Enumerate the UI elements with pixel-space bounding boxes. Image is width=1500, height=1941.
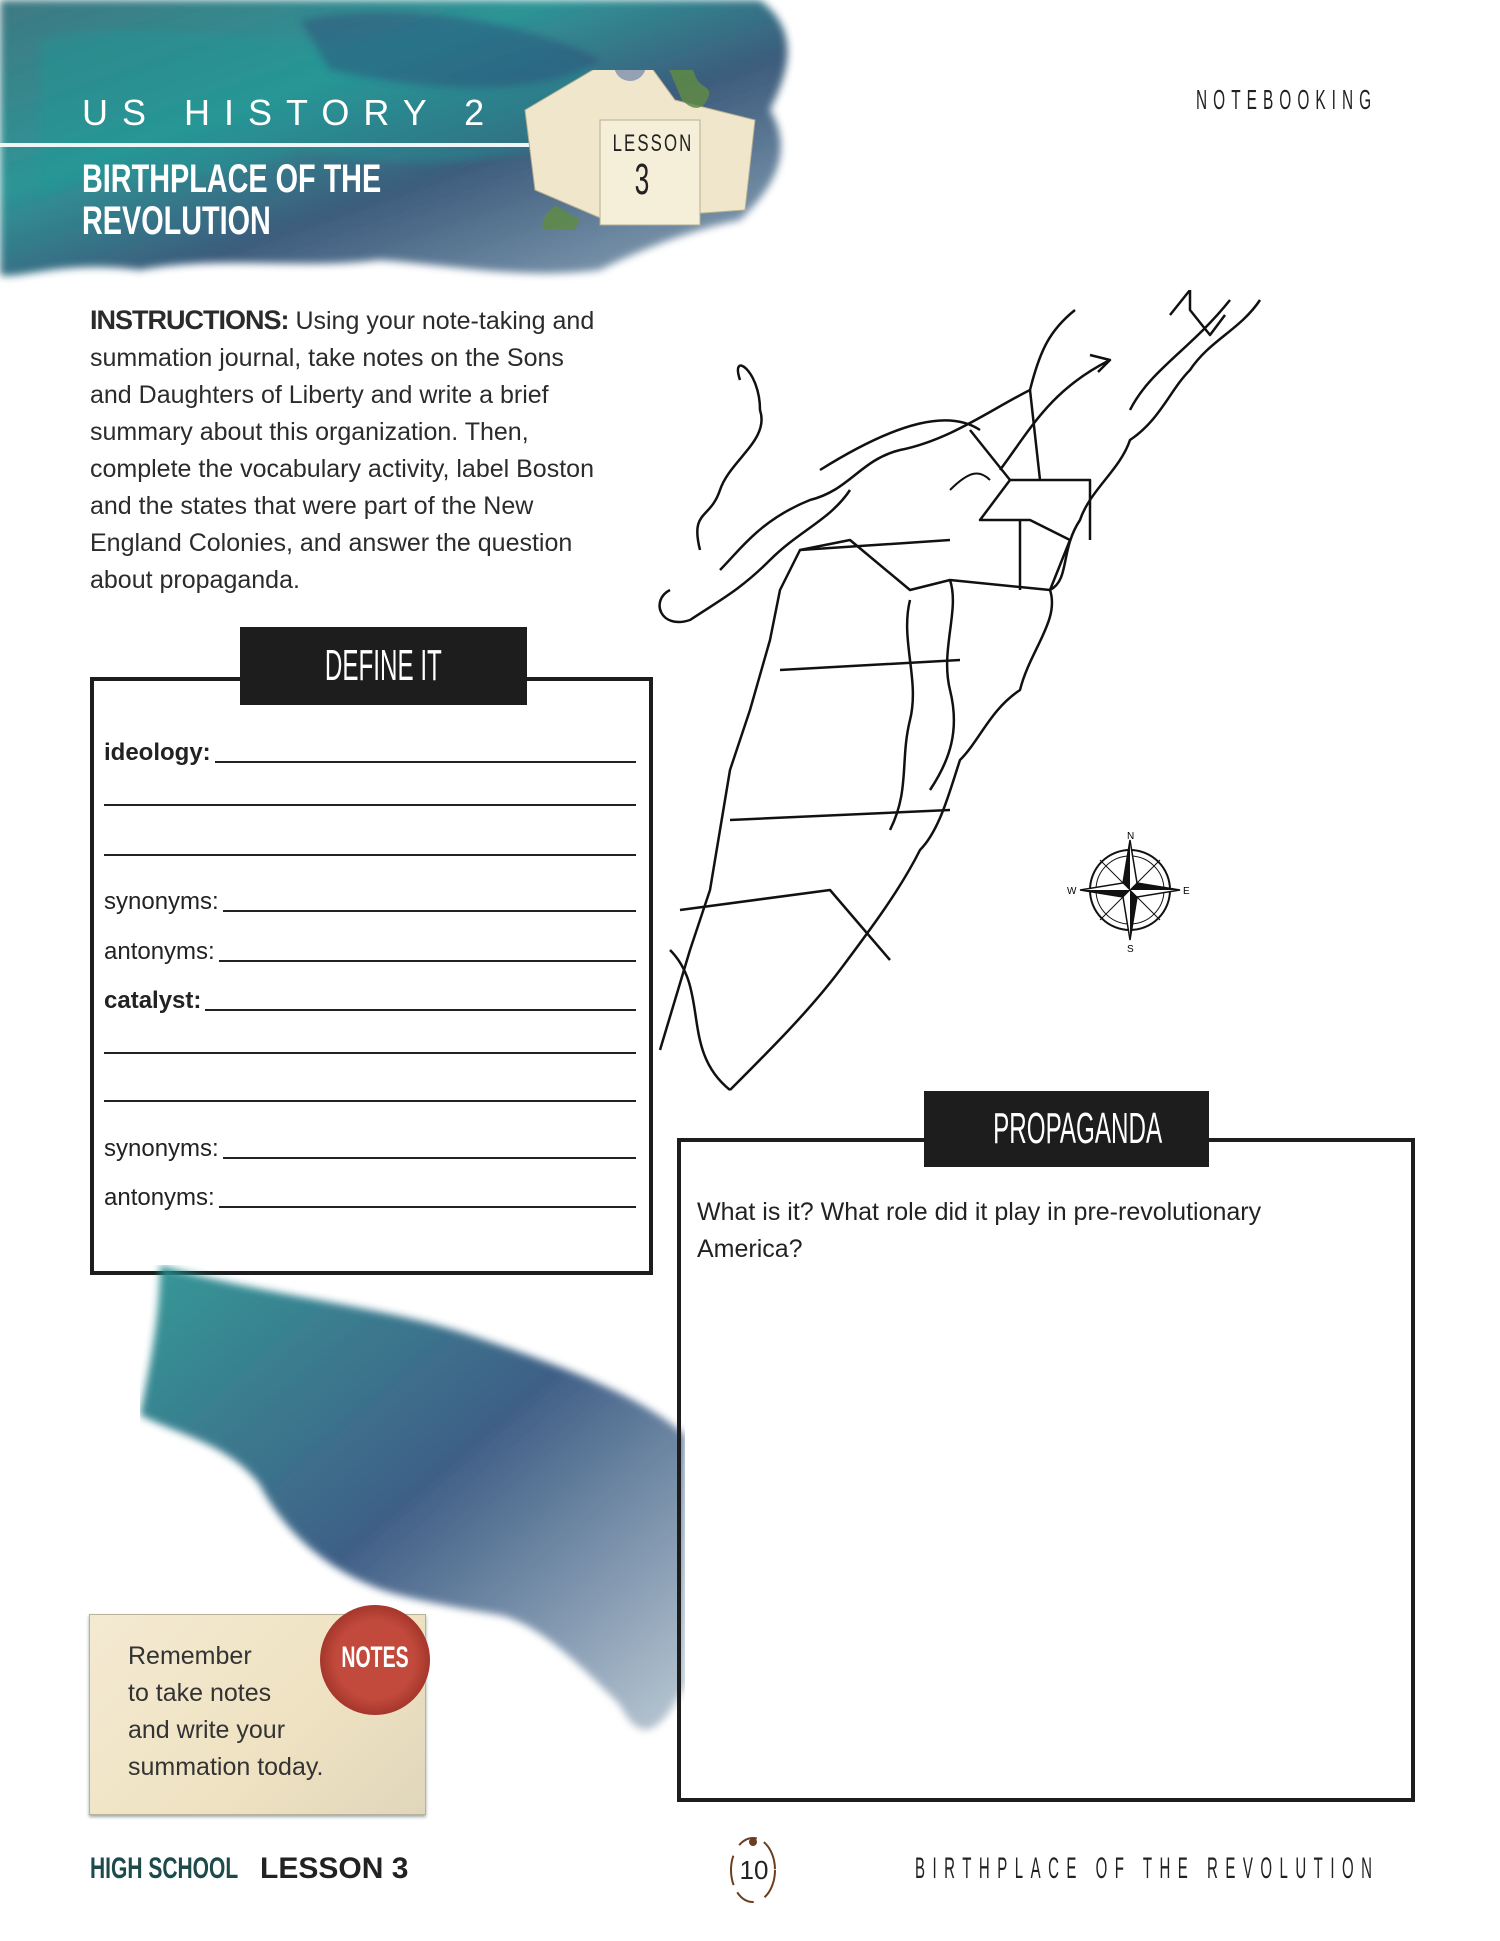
answer-line — [219, 960, 636, 962]
footer-lesson-number: LESSON 3 — [260, 1852, 409, 1885]
answer-line — [219, 1206, 636, 1208]
reminder-line: summation today. — [128, 1753, 324, 1781]
antonyms-label: antonyms: — [104, 938, 215, 965]
synonyms-label: synonyms: — [104, 888, 219, 915]
colonies-map[interactable] — [650, 290, 1280, 1150]
instructions — [90, 302, 610, 599]
course-title: US HISTORY 2 — [82, 92, 499, 133]
reminder-line: to take notes — [128, 1679, 272, 1707]
footer-title: BIRTHPLACE OF THE REVOLUTION — [915, 1852, 1380, 1885]
answer-line — [205, 1009, 636, 1011]
footer-level: HIGH SCHOOL — [90, 1852, 239, 1885]
answer-line — [215, 761, 636, 763]
lesson-title-line1: BIRTHPLACE OF THE — [82, 157, 382, 201]
answer-line[interactable] — [104, 854, 636, 856]
propaganda-label-text: PROPAGANDA — [993, 1104, 1163, 1153]
lesson-title-line2: REVOLUTION — [82, 199, 271, 243]
propaganda-label — [924, 1091, 1209, 1167]
compass-west: W — [1067, 886, 1077, 897]
lesson-label: LESSON — [612, 130, 694, 157]
answer-line[interactable] — [104, 804, 636, 806]
answer-line — [223, 1157, 636, 1159]
term-catalyst-field[interactable] — [104, 983, 636, 1015]
reminder-line: and write your — [128, 1716, 286, 1744]
answer-line — [223, 910, 636, 912]
define-it-label-text: DEFINE IT — [325, 641, 442, 690]
notes-reminder-text — [128, 1638, 323, 1786]
footer-lesson — [90, 1852, 408, 1886]
header-divider — [0, 143, 540, 147]
seal-text: NOTES — [341, 1641, 409, 1674]
term-ideology-field[interactable] — [104, 735, 636, 767]
answer-line[interactable] — [104, 1052, 636, 1054]
antonyms-field[interactable] — [104, 934, 636, 966]
instructions-body: Using your note-taking and summation journal, take notes on the Sons and Daughters of Liberty and write a brief summary about this organization. Then, complete the vocabulary activity, label Boston and the states that were part of the New England Colonies, and answer the question about propaganda. — [90, 307, 595, 594]
reminder-line: Remember — [128, 1642, 252, 1670]
compass-east: E — [1183, 886, 1190, 897]
wax-seal-icon — [320, 1605, 430, 1715]
term-label: catalyst: — [104, 987, 202, 1014]
answer-line[interactable] — [104, 1100, 636, 1102]
section-heading: NOTEBOOKING — [1196, 84, 1378, 115]
term-label: ideology: — [104, 739, 211, 766]
lesson-number: 3 — [634, 155, 650, 204]
antonyms-field[interactable] — [104, 1180, 636, 1212]
instructions-heading: INSTRUCTIONS: — [90, 305, 289, 335]
propaganda-question: What is it? What role did it play in pre-revolutionary America? — [697, 1198, 1262, 1263]
lesson-title — [82, 158, 442, 242]
compass-north: N — [1127, 831, 1135, 842]
compass-rose-icon — [1065, 825, 1195, 955]
compass-south: S — [1127, 944, 1134, 955]
define-it-label — [240, 627, 527, 705]
synonyms-label: synonyms: — [104, 1135, 219, 1162]
synonyms-field[interactable] — [104, 1131, 636, 1163]
synonyms-field[interactable] — [104, 884, 636, 916]
page-number: 10 — [739, 1855, 769, 1885]
antonyms-label: antonyms: — [104, 1184, 215, 1211]
